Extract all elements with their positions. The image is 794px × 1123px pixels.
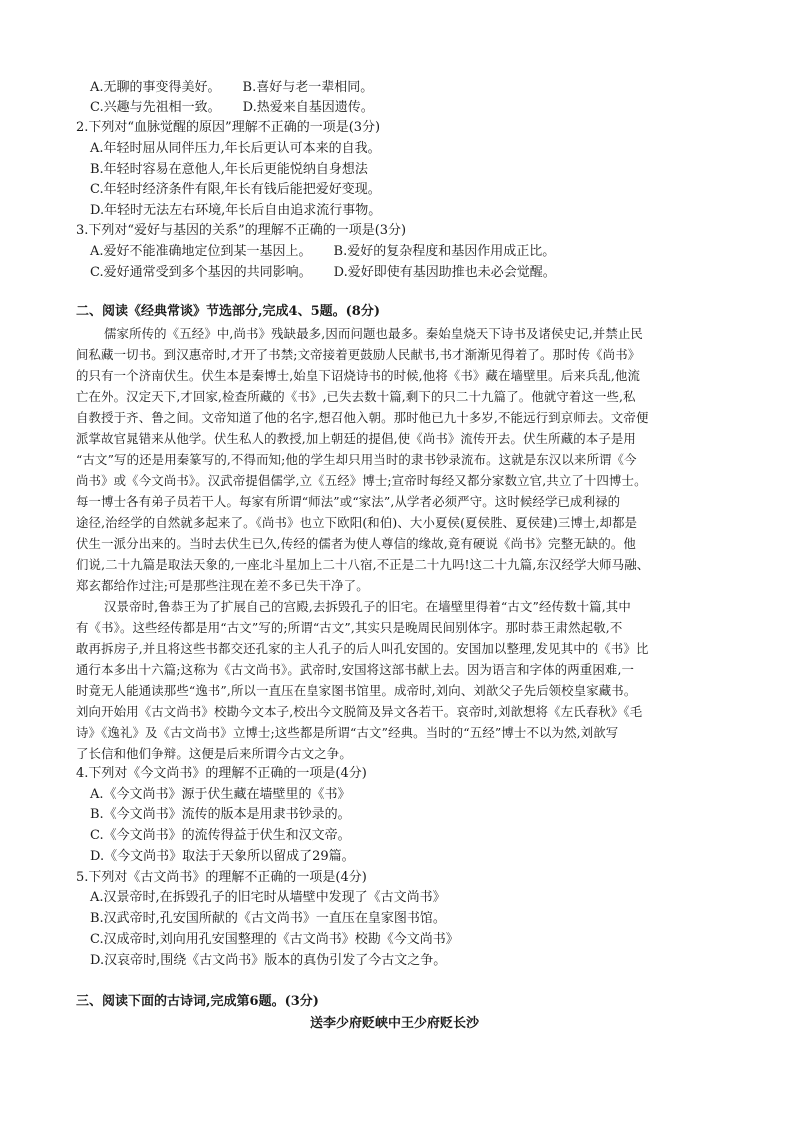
para2-line: 敢再拆房子,并且将这些书都交还孔家的主人孔子的后人叫孔安国的。安国加以整理,发见其中的《书》比: [76, 641, 649, 656]
q1-option-b: B.喜好与老一辈相同。: [242, 80, 374, 95]
para1-line: 间私藏一切书。到汉惠帝时,才开了书禁;文帝接着更鼓励人民献书,书才渐渐见得着了。那时传《尚书》: [76, 347, 641, 362]
q3-option-row-2: [90, 265, 556, 281]
para1-line: 自教授于齐、鲁之间。文帝知道了他的名字,想召他入朝。那时他已九十多岁,不能远行到京师去。文帝便: [76, 410, 649, 425]
para1-line: 尚书》或《今文尚书》。汉武帝提倡儒学,立《五经》博士;宣帝时每经又都分家数立官,共立了十四博士。: [76, 473, 647, 488]
para2-line: 通行本多出十六篇;这称为《古文尚书》。武帝时,安国将这部书献上去。因为语言和字体的两重困难,一: [76, 662, 635, 677]
para1-line: 派掌故官晁错来从他学。伏生私人的教授,加上朝廷的提倡,使《尚书》流传开去。伏生所藏的本子是用: [76, 431, 636, 446]
para2-line: 时竟无人能通读那些“逸书”,所以一直压在皇家图书馆里。成帝时,刘向、刘歆父子先后领校皇家藏书。: [76, 683, 637, 698]
para1-line: 们说,二十九篇是取法天象的,一座北斗星加上二十八宿,不正是二十九吗!这二十九篇,东汉经学大师马融、: [76, 557, 650, 572]
q5-option-c: C.汉成帝时,刘向用孔安国整理的《古文尚书》校勘《今文尚书》: [90, 932, 459, 947]
q1-option-a: A.无聊的事变得美好。: [90, 80, 221, 95]
q1-option-row-2: [90, 100, 374, 116]
para2-line: 汉景帝时,鲁恭王为了扩展自己的宫殿,去拆毁孔子的旧宅。在墙壁里得着“古文”经传数十篇,其中: [104, 599, 631, 614]
q1-option-d: D.热爱来自基因遗传。: [242, 100, 374, 115]
q5-option-d: D.汉哀帝时,围绕《古文尚书》版本的真伪引发了今古文之争。: [90, 953, 447, 968]
q2-option-d: D.年轻时无法左右环境,年长后自由追求流行事物。: [90, 203, 382, 218]
para1-line: 伏生一派分出来的。当时去伏生已久,传经的儒者为使人尊信的缘故,竟有硬说《尚书》完整无缺的。他: [76, 536, 636, 551]
section3-heading: 三、阅读下面的古诗词,完成第6题。(3分): [76, 994, 319, 1009]
para2-line: 有《书》。这些经传都是用“古文”写的;所谓“古文”,其实只是晚周民间别体字。那时恭王肃然起敬,不: [76, 620, 623, 635]
q4-option-c: C.《今文尚书》的流传得益于伏生和汉文帝。: [90, 828, 351, 843]
q5-option-b: B.汉武帝时,孔安国所献的《古文尚书》一直压在皇家图书馆。: [90, 911, 446, 926]
para1-line: 郑玄都给作过注;可是那些注现在差不多已失干净了。: [76, 578, 369, 593]
q3-stem: 3.下列对“爱好与基因的关系”的理解不正确的一项是(3分): [76, 223, 407, 238]
para1-line: 每一博士各有弟子员若干人。每家有所谓“师法”或“家法”,从学者必须严守。这时候经学已成利禄的: [76, 494, 621, 509]
para2-line: 诗》《逸礼》及《古文尚书》立博士;这些都是所谓“古文”经典。当时的“五经”博士不以为然,刘歆写: [76, 725, 619, 740]
q3-option-c: C.爱好通常受到多个基因的共同影响。: [90, 265, 312, 280]
q2-option-b: B.年轻时容易在意他人,年长后更能悦纳自身想法: [90, 162, 368, 177]
para1-line: 儒家所传的《五经》中,尚书》残缺最多,因而问题也最多。秦始皇烧天下诗书及诸侯史记,并禁止民: [104, 326, 643, 341]
q3-option-row-1: [90, 244, 555, 260]
q2-option-c: C.年轻时经济条件有限,年长有钱后能把爱好变现。: [90, 182, 381, 197]
q2-option-a: A.年轻时屈从同伴压力,年长后更认可本来的自我。: [90, 141, 381, 156]
q4-option-b: B.《今文尚书》流传的版本是用隶书钞录的。: [90, 807, 351, 822]
para1-line: 的只有一个济南伏生。伏生本是秦博士,始皇下诏烧诗书的时候,他将《书》藏在墙壁里。后来兵乱,他流: [76, 368, 641, 383]
section2-heading: 二、阅读《经典常谈》节选部分,完成4、5题。(8分): [76, 304, 380, 319]
para2-line: 刘向开始用《古文尚书》校勘今文本子,校出今文脱简及异文各若干。哀帝时,刘歆想将《左氏春秋》《毛: [76, 704, 643, 719]
q2-stem: 2.下列对“血脉觉醒的原因”理解不正确的一项是(3分): [76, 120, 381, 135]
para1-line: 途径,治经学的自然就多起来了。《尚书》也立下欧阳(和伯)、大小夏侯(夏侯胜、夏侯建)三博士,却都是: [76, 515, 638, 530]
para2-line: 了长信和他们争辩。这便是后来所谓今古文之争。: [76, 746, 352, 761]
q3-option-b: B.爱好的复杂程度和基因作用成正比。: [333, 244, 556, 259]
q4-stem: 4.下列对《今文尚书》的理解不正确的一项是(4分): [76, 766, 367, 781]
q5-stem: 5.下列对《古文尚书》的理解不正确的一项是(4分): [76, 870, 367, 885]
q4-option-d: D.《今文尚书》取法于天象所以留成了29篇。: [90, 849, 355, 864]
q3-option-a: A.爱好不能准确地定位到某一基因上。: [90, 244, 312, 259]
q3-option-d: D.爱好即使有基因助推也未必会觉醒。: [333, 265, 556, 280]
q1-option-row-1: [90, 80, 373, 96]
q5-option-a: A.汉景帝时,在拆毁孔子的旧宅时从墙壁中发现了《古文尚书》: [90, 890, 446, 905]
para1-line: “古文”写的还是用秦篆写的,不得而知;他的学生却只用当时的隶书钞录流布。这就是东汉以来所谓《今: [76, 452, 637, 467]
q4-option-a: A.《今文尚书》源于伏生藏在墙壁里的《书》: [90, 787, 351, 802]
para1-line: 亡在外。汉定天下,才回家,检查所藏的《书》,已失去数十篇,剩下的只二十九篇了。他就守着这一些,私: [76, 389, 636, 404]
q1-option-c: C.兴趣与先祖相一致。: [90, 100, 221, 115]
poem-title: 送李少府贬峡中王少府贬长沙: [310, 1016, 480, 1031]
